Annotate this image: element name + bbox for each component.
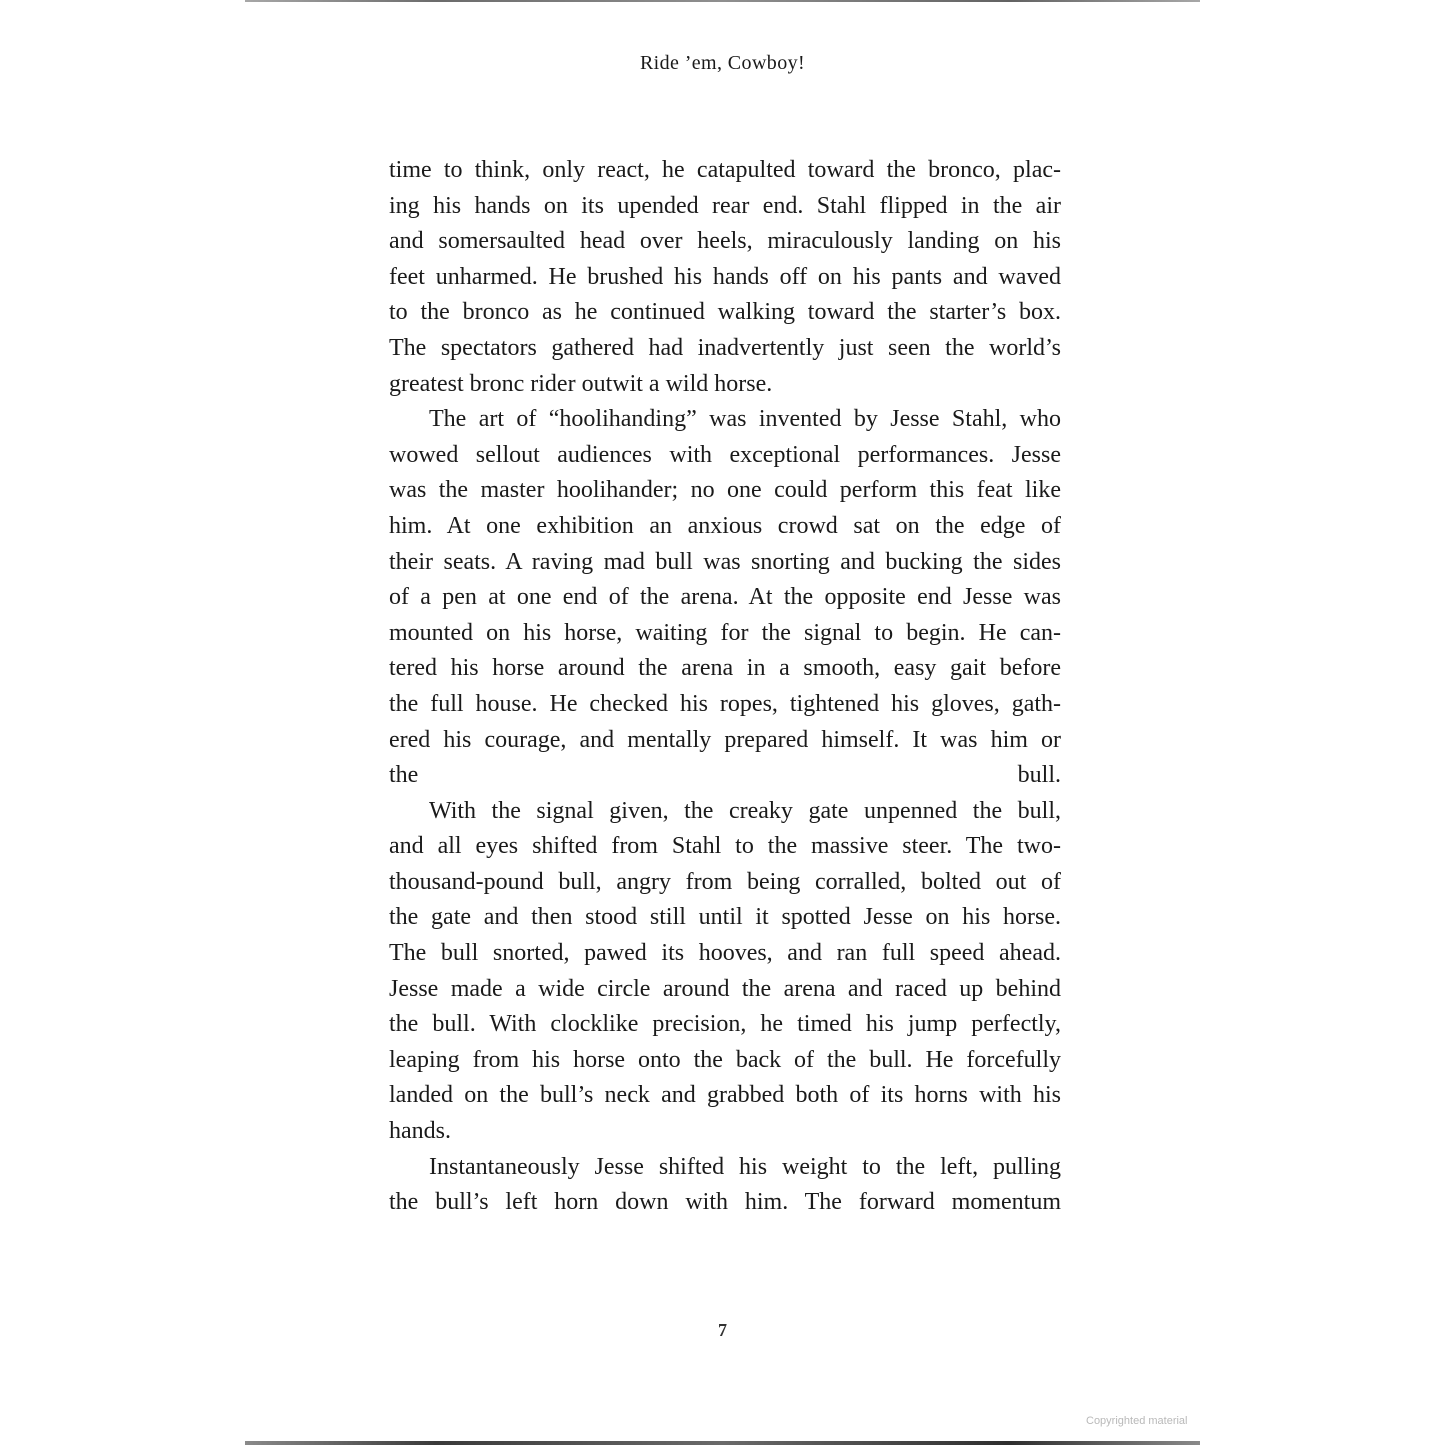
text-line: of a pen at one end of the arena. At the opposite end Jesse was	[389, 584, 1061, 611]
text-line: was the master hoolihander; no one could perform this feat like	[389, 477, 1061, 504]
text-line: The bull snorted, pawed its hooves, and ran full speed ahead.	[389, 940, 1061, 967]
text-line: to the bronco as he continued walking toward the starter’s box.	[389, 299, 1061, 326]
paragraph	[389, 1150, 1061, 1221]
paragraph	[389, 153, 1061, 402]
page-bottom-edge	[245, 1441, 1200, 1445]
text-line: the bull. With clocklike precision, he timed his jump perfectly,	[389, 1011, 1061, 1038]
text-line: the full house. He checked his ropes, tightened his gloves, gath-	[389, 690, 1061, 717]
text-line: leaping from his horse onto the back of the bull. He forcefully	[389, 1046, 1061, 1073]
text-line: The spectators gathered had inadvertently just seen the world’s	[389, 334, 1061, 361]
text-line: landed on the bull’s neck and grabbed both of its horns with his	[389, 1082, 1061, 1109]
text-line: and all eyes shifted from Stahl to the massive steer. The two-	[389, 833, 1061, 860]
body-text	[389, 153, 1061, 1221]
text-line: The art of “hoolihanding” was invented by Jesse Stahl, who	[429, 406, 1061, 433]
text-line: the bull.	[389, 762, 1061, 789]
paragraph	[389, 402, 1061, 794]
text-line: the gate and then stood still until it spotted Jesse on his horse.	[389, 904, 1061, 931]
page-number: 7	[718, 1320, 727, 1340]
text-line: the bull’s left horn down with him. The forward momentum	[389, 1189, 1061, 1216]
text-line: greatest bronc rider outwit a wild horse.	[389, 370, 773, 397]
text-line: and somersaulted head over heels, miraculously landing on his	[389, 228, 1061, 255]
text-line: ing his hands on its upended rear end. Stahl flipped in the air	[389, 192, 1061, 219]
copyright-watermark: Copyrighted material	[1086, 1415, 1188, 1427]
text-line: wowed sellout audiences with exceptional performances. Jesse	[389, 441, 1061, 468]
paragraph	[389, 794, 1061, 1150]
text-line: mounted on his horse, waiting for the signal to begin. He can-	[389, 619, 1061, 646]
text-line: their seats. A raving mad bull was snorting and bucking the sides	[389, 548, 1061, 575]
text-line: time to think, only react, he catapulted toward the bronco, plac-	[389, 157, 1061, 183]
text-line: With the signal given, the creaky gate unpenned the bull,	[429, 797, 1061, 824]
text-line: Jesse made a wide circle around the arena and raced up behind	[389, 975, 1061, 1002]
text-line: him. At one exhibition an anxious crowd sat on the edge of	[389, 512, 1061, 539]
page-top-edge	[245, 0, 1200, 2]
running-head: Ride ’em, Cowboy!	[639, 52, 806, 74]
text-line: tered his horse around the arena in a smooth, easy gait before	[389, 655, 1061, 682]
text-line: feet unharmed. He brushed his hands off on his pants and waved	[389, 263, 1061, 290]
text-line: Instantaneously Jesse shifted his weight to the left, pulling	[429, 1153, 1061, 1180]
text-line: thousand-pound bull, angry from being corralled, bolted out of	[389, 868, 1061, 895]
text-line: hands.	[389, 1118, 451, 1145]
text-line: ered his courage, and mentally prepared himself. It was him or	[389, 726, 1061, 753]
